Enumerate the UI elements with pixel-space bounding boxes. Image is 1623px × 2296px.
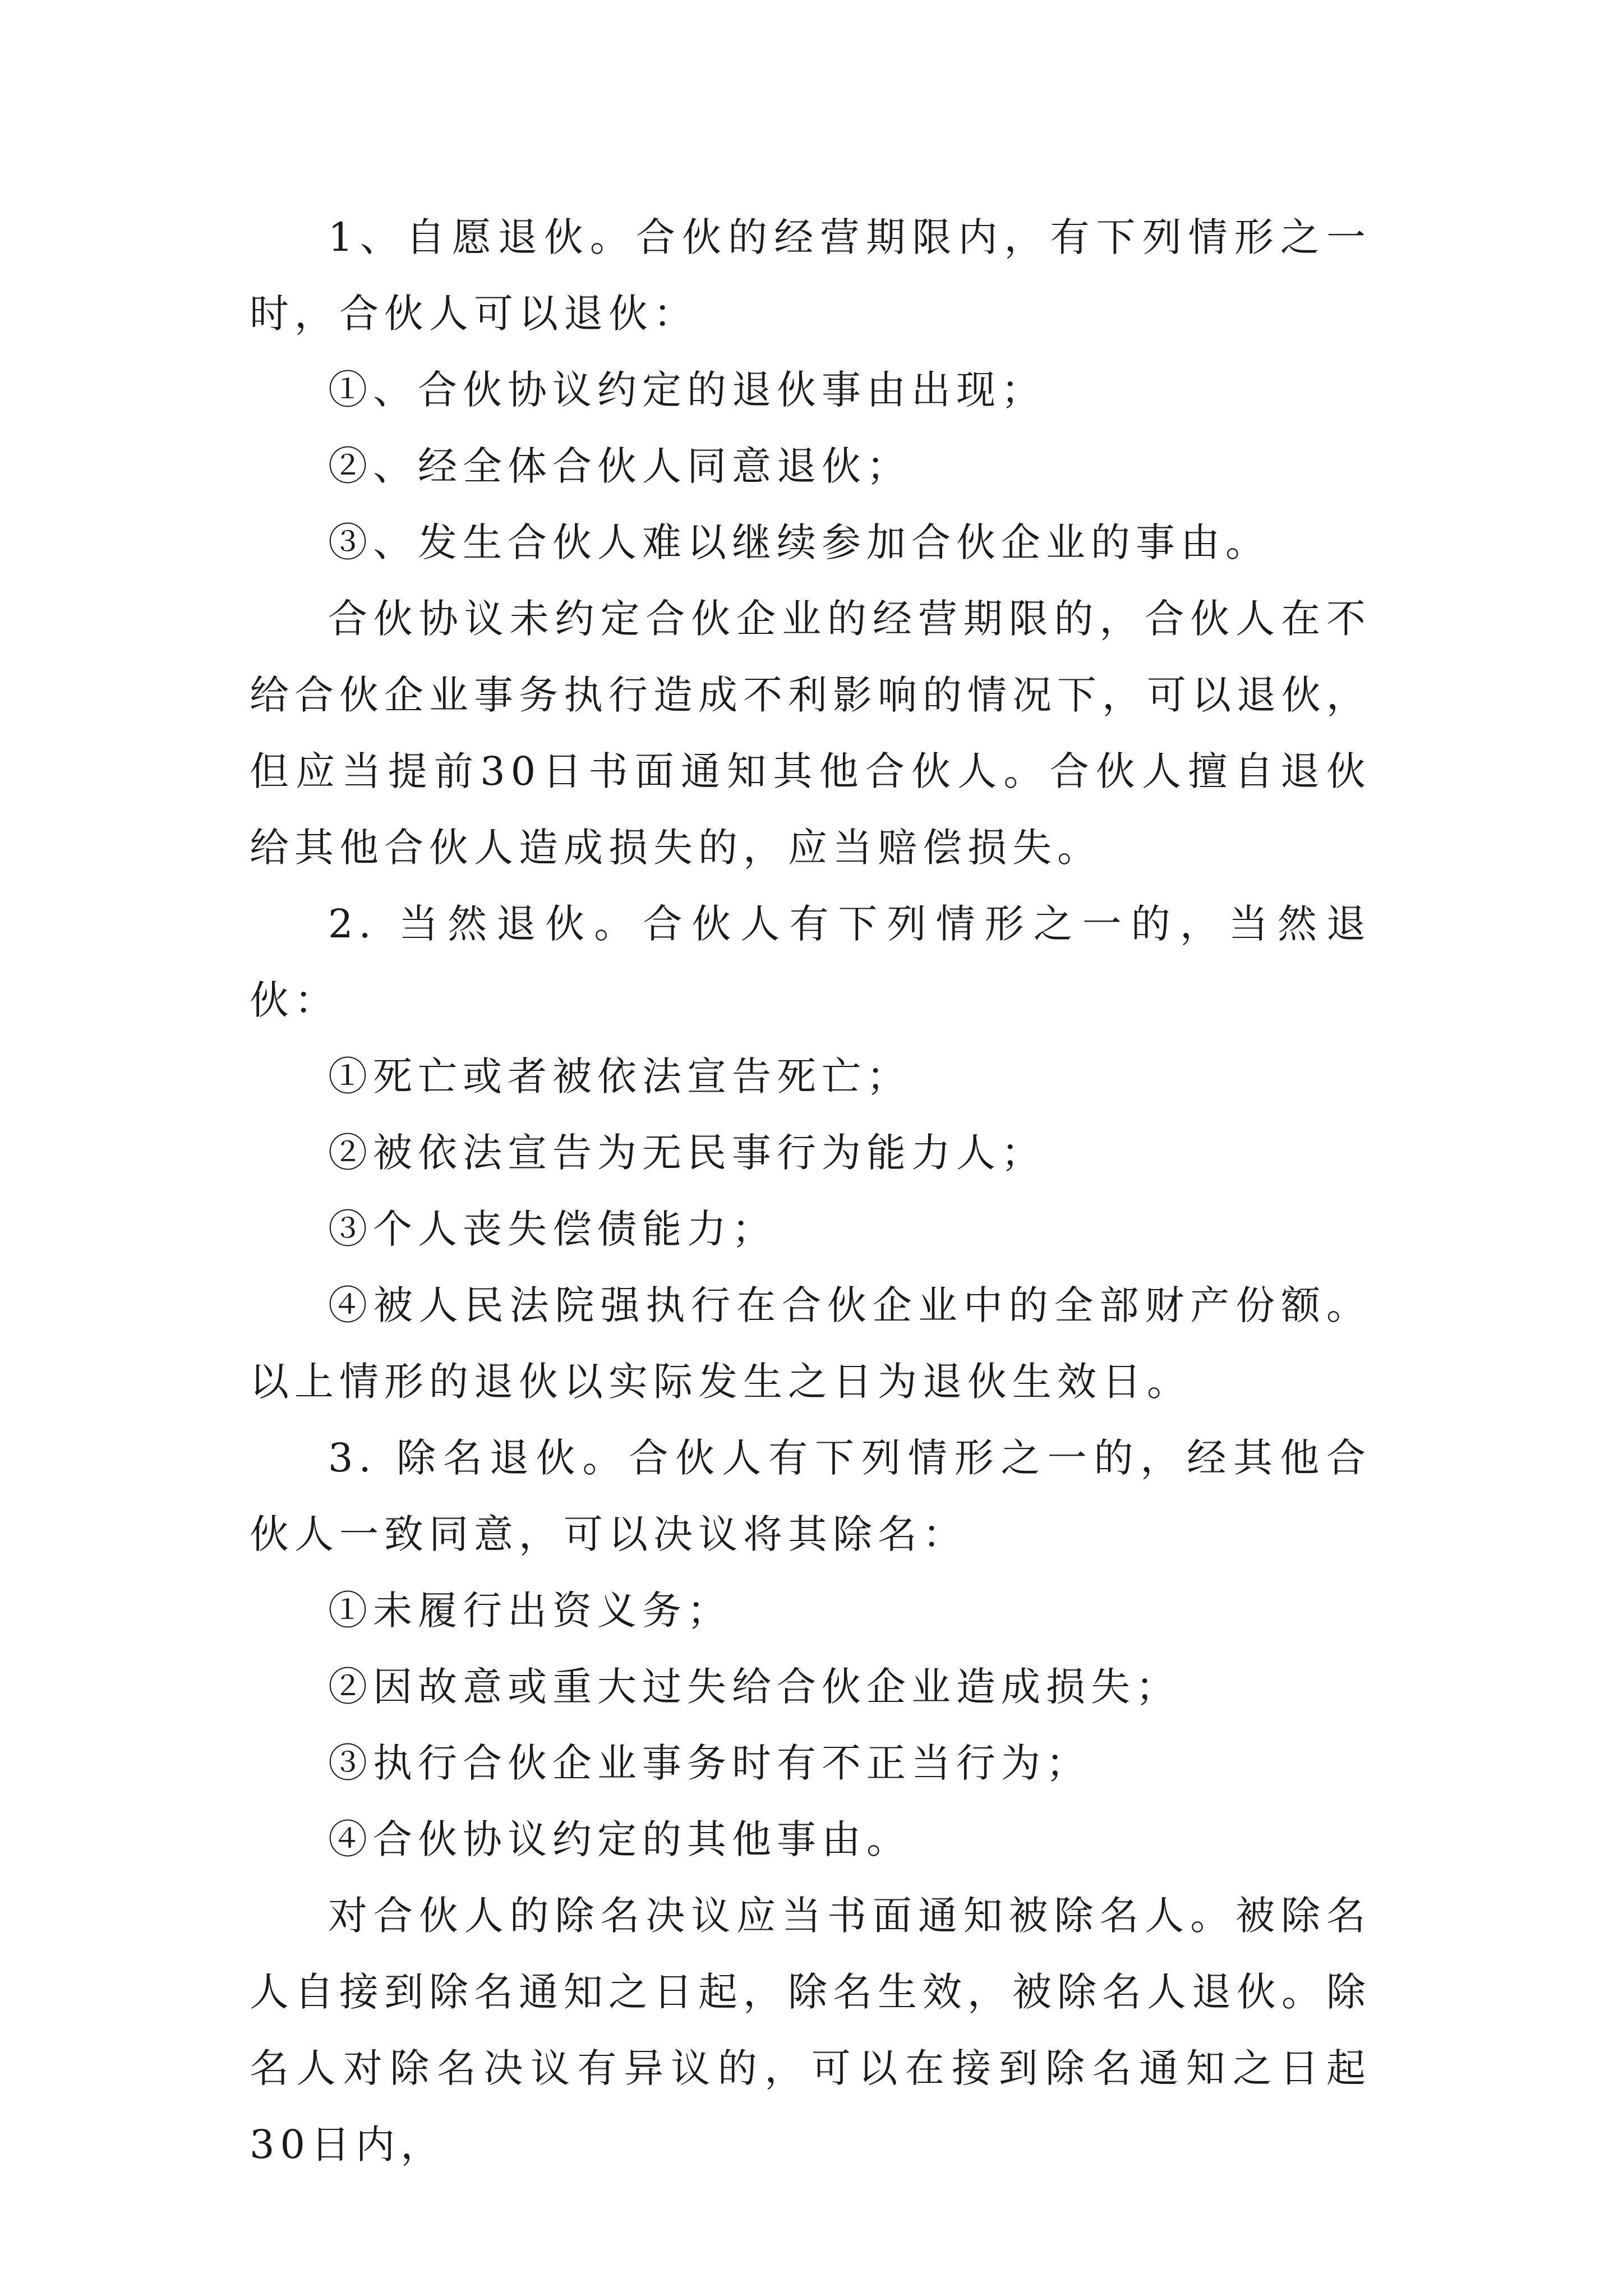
paragraph-automatic-withdrawal: 2. 当然退伙。合伙人有下列情形之一的，当然退伙： xyxy=(250,901,1371,1023)
paragraph-voluntary-item-2: ②、经全体合伙人同意退伙； xyxy=(328,443,911,489)
paragraph-automatic-item-1: ①死亡或者被依法宣告死亡； xyxy=(328,1053,911,1099)
document-body xyxy=(250,199,1371,2183)
paragraph-expulsion-item-4: ④合伙协议约定的其他事由。 xyxy=(328,1816,911,1862)
paragraph-expulsion-item-2: ②因故意或重大过失给合伙企业造成损失； xyxy=(328,1664,1181,1710)
paragraph-expulsion-withdrawal: 3. 除名退伙。合伙人有下列情形之一的，经其他合伙人一致同意，可以决议将其除名： xyxy=(250,1435,1371,1557)
paragraph-voluntary-item-3: ③、发生合伙人难以继续参加合伙企业的事由。 xyxy=(328,519,1270,565)
paragraph-no-term-withdrawal: 合伙协议未约定合伙企业的经营期限的，合伙人在不给合伙企业事务执行造成不利影响的情况下，可以退伙，但应当提前30日书面通知其他合伙人。合伙人擅自退伙给其他合伙人造成损失的，应当赔偿损失。 xyxy=(250,596,1371,871)
paragraph-automatic-item-2: ②被依法宣告为无民事行为能力人； xyxy=(328,1130,1046,1176)
paragraph-expulsion-item-1: ①未履行出资义务； xyxy=(328,1588,732,1634)
paragraph-expulsion-item-3: ③执行合伙企业事务时有不正当行为； xyxy=(328,1740,1091,1786)
paragraph-automatic-item-4: ④被人民法院强执行在合伙企业中的全部财产份额。以上情形的退伙以实际发生之日为退伙生效日。 xyxy=(250,1282,1371,1405)
paragraph-expulsion-notice: 对合伙人的除名决议应当书面通知被除名人。被除名人自接到除名通知之日起，除名生效，被除名人退伙。除名人对除名决议有异议的，可以在接到除名通知之日起30日内， xyxy=(250,1893,1371,2168)
paragraph-automatic-item-3: ③个人丧失偿债能力； xyxy=(328,1206,777,1252)
paragraph-voluntary-withdrawal: 1、自愿退伙。合伙的经营期限内，有下列情形之一时，合伙人可以退伙： xyxy=(250,214,1371,337)
paragraph-voluntary-item-1: ①、合伙协议约定的退伙事由出现； xyxy=(328,367,1046,413)
